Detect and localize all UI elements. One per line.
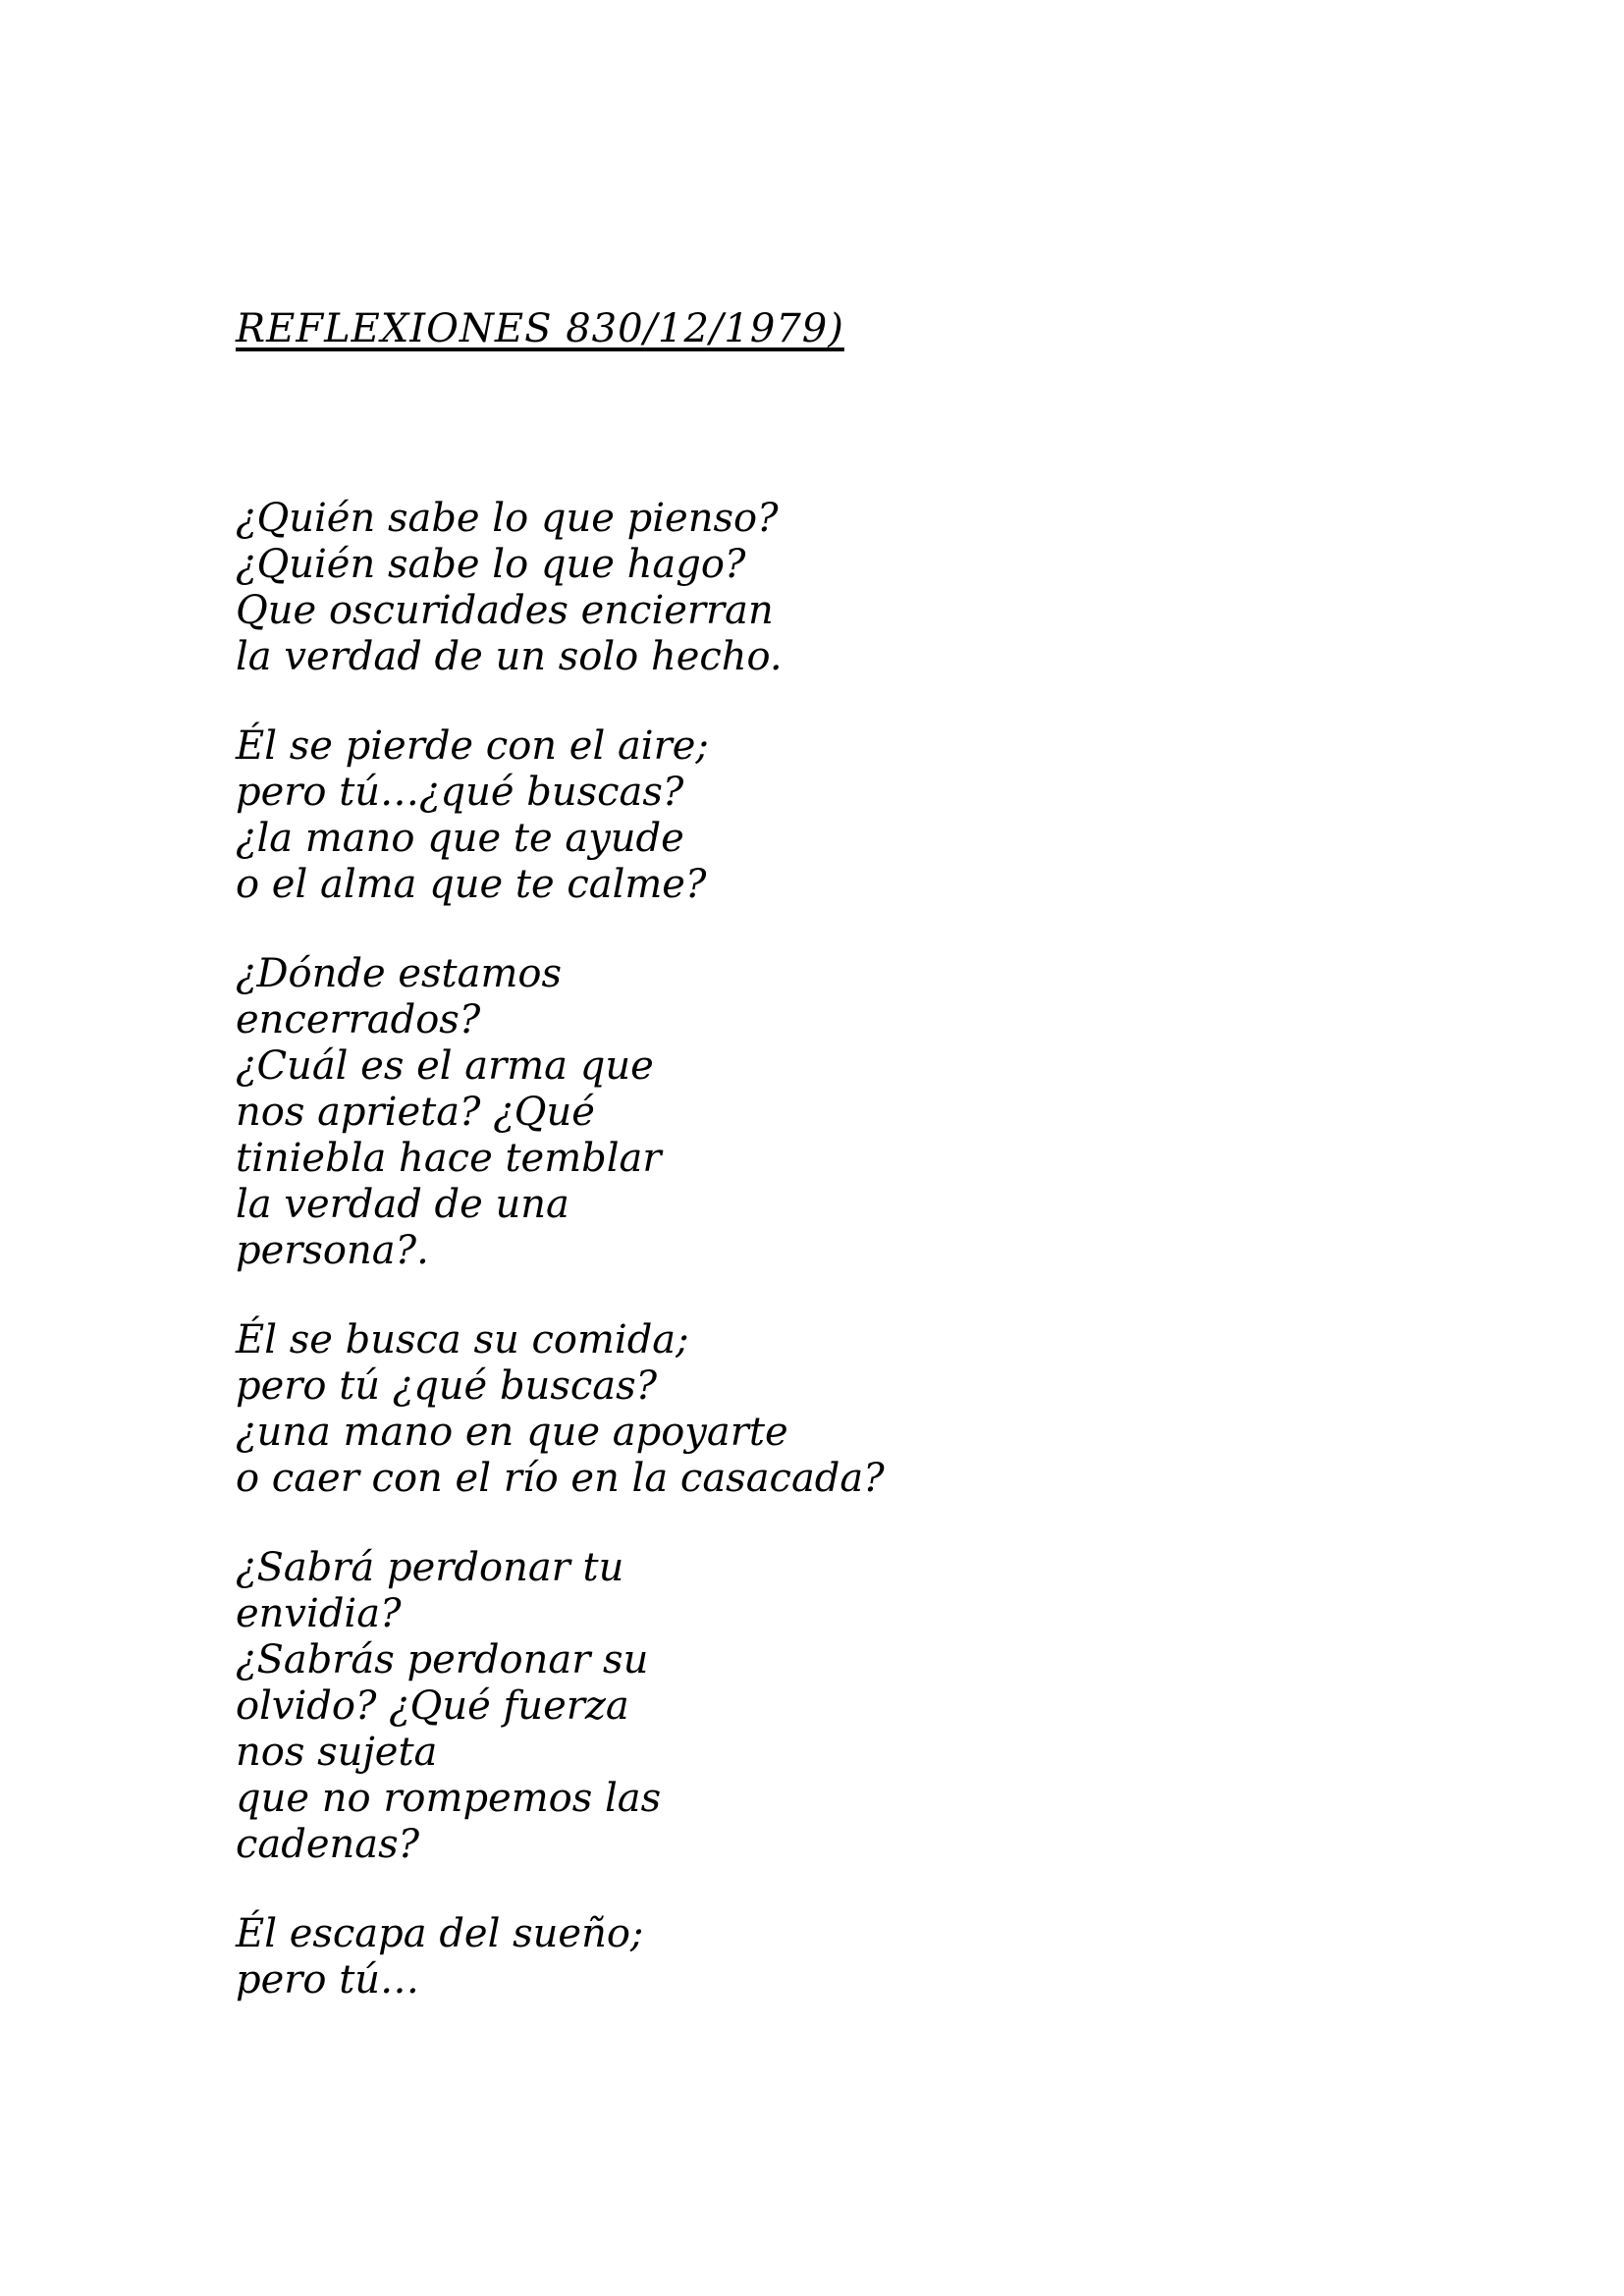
poem-line: ¿la mano que te ayude — [236, 816, 684, 861]
stanza-6 — [236, 1911, 1512, 2003]
poem-line: la verdad de un solo hecho. — [236, 634, 783, 679]
stanza-2 — [236, 723, 1512, 908]
stanza-4 — [236, 1317, 1512, 1502]
poem-title: REFLEXIONES 830/12/1979) — [236, 306, 844, 351]
poem-line: cadenas? — [236, 1822, 420, 1867]
poem-line: nos sujeta — [236, 1730, 438, 1775]
poem-line: olvido? ¿Qué fuerza — [236, 1683, 629, 1729]
poem-line: Él se pierde con el aire; — [236, 723, 709, 769]
poem-line: tiniebla hace temblar — [236, 1136, 662, 1181]
poem-line: ¿una mano en que apoyarte — [236, 1410, 788, 1455]
poem-line: o caer con el río en la casacada? — [236, 1456, 885, 1501]
poem-line: ¿Sabrás perdonar su — [236, 1637, 649, 1682]
poem-line: ¿Cuál es el arma que — [236, 1043, 654, 1089]
poem-line: persona?. — [236, 1228, 429, 1273]
poem-line: ¿Dónde estamos — [236, 951, 563, 996]
poem-line: pero tú…¿qué buscas? — [236, 770, 684, 815]
poem-line: o el alma que te calme? — [236, 862, 707, 907]
poem-line: la verdad de una — [236, 1182, 569, 1227]
stanza-1 — [236, 496, 1512, 680]
poem-line: envidia? — [236, 1591, 402, 1636]
poem-line: nos aprieta? ¿Qué — [236, 1090, 595, 1135]
poem-line: encerrados? — [236, 997, 481, 1042]
poem-line: ¿Sabrá perdonar tu — [236, 1545, 624, 1590]
poem-line: Él se busca su comida; — [236, 1317, 689, 1362]
poem-body — [236, 496, 1512, 2047]
stanza-3 — [236, 951, 1512, 1274]
poem-line: ¿Quién sabe lo que pienso? — [236, 496, 779, 541]
poem-line: pero tú ¿qué buscas? — [236, 1363, 658, 1409]
poem-line: ¿Quién sabe lo que hago? — [236, 542, 746, 587]
poem-line: que no rompemos las — [236, 1776, 662, 1821]
poem-line: pero tú… — [236, 1957, 420, 2002]
poem-line: Él escapa del sueño; — [236, 1911, 644, 1956]
stanza-5 — [236, 1545, 1512, 1868]
poem-line: Que oscuridades encierran — [236, 588, 774, 633]
